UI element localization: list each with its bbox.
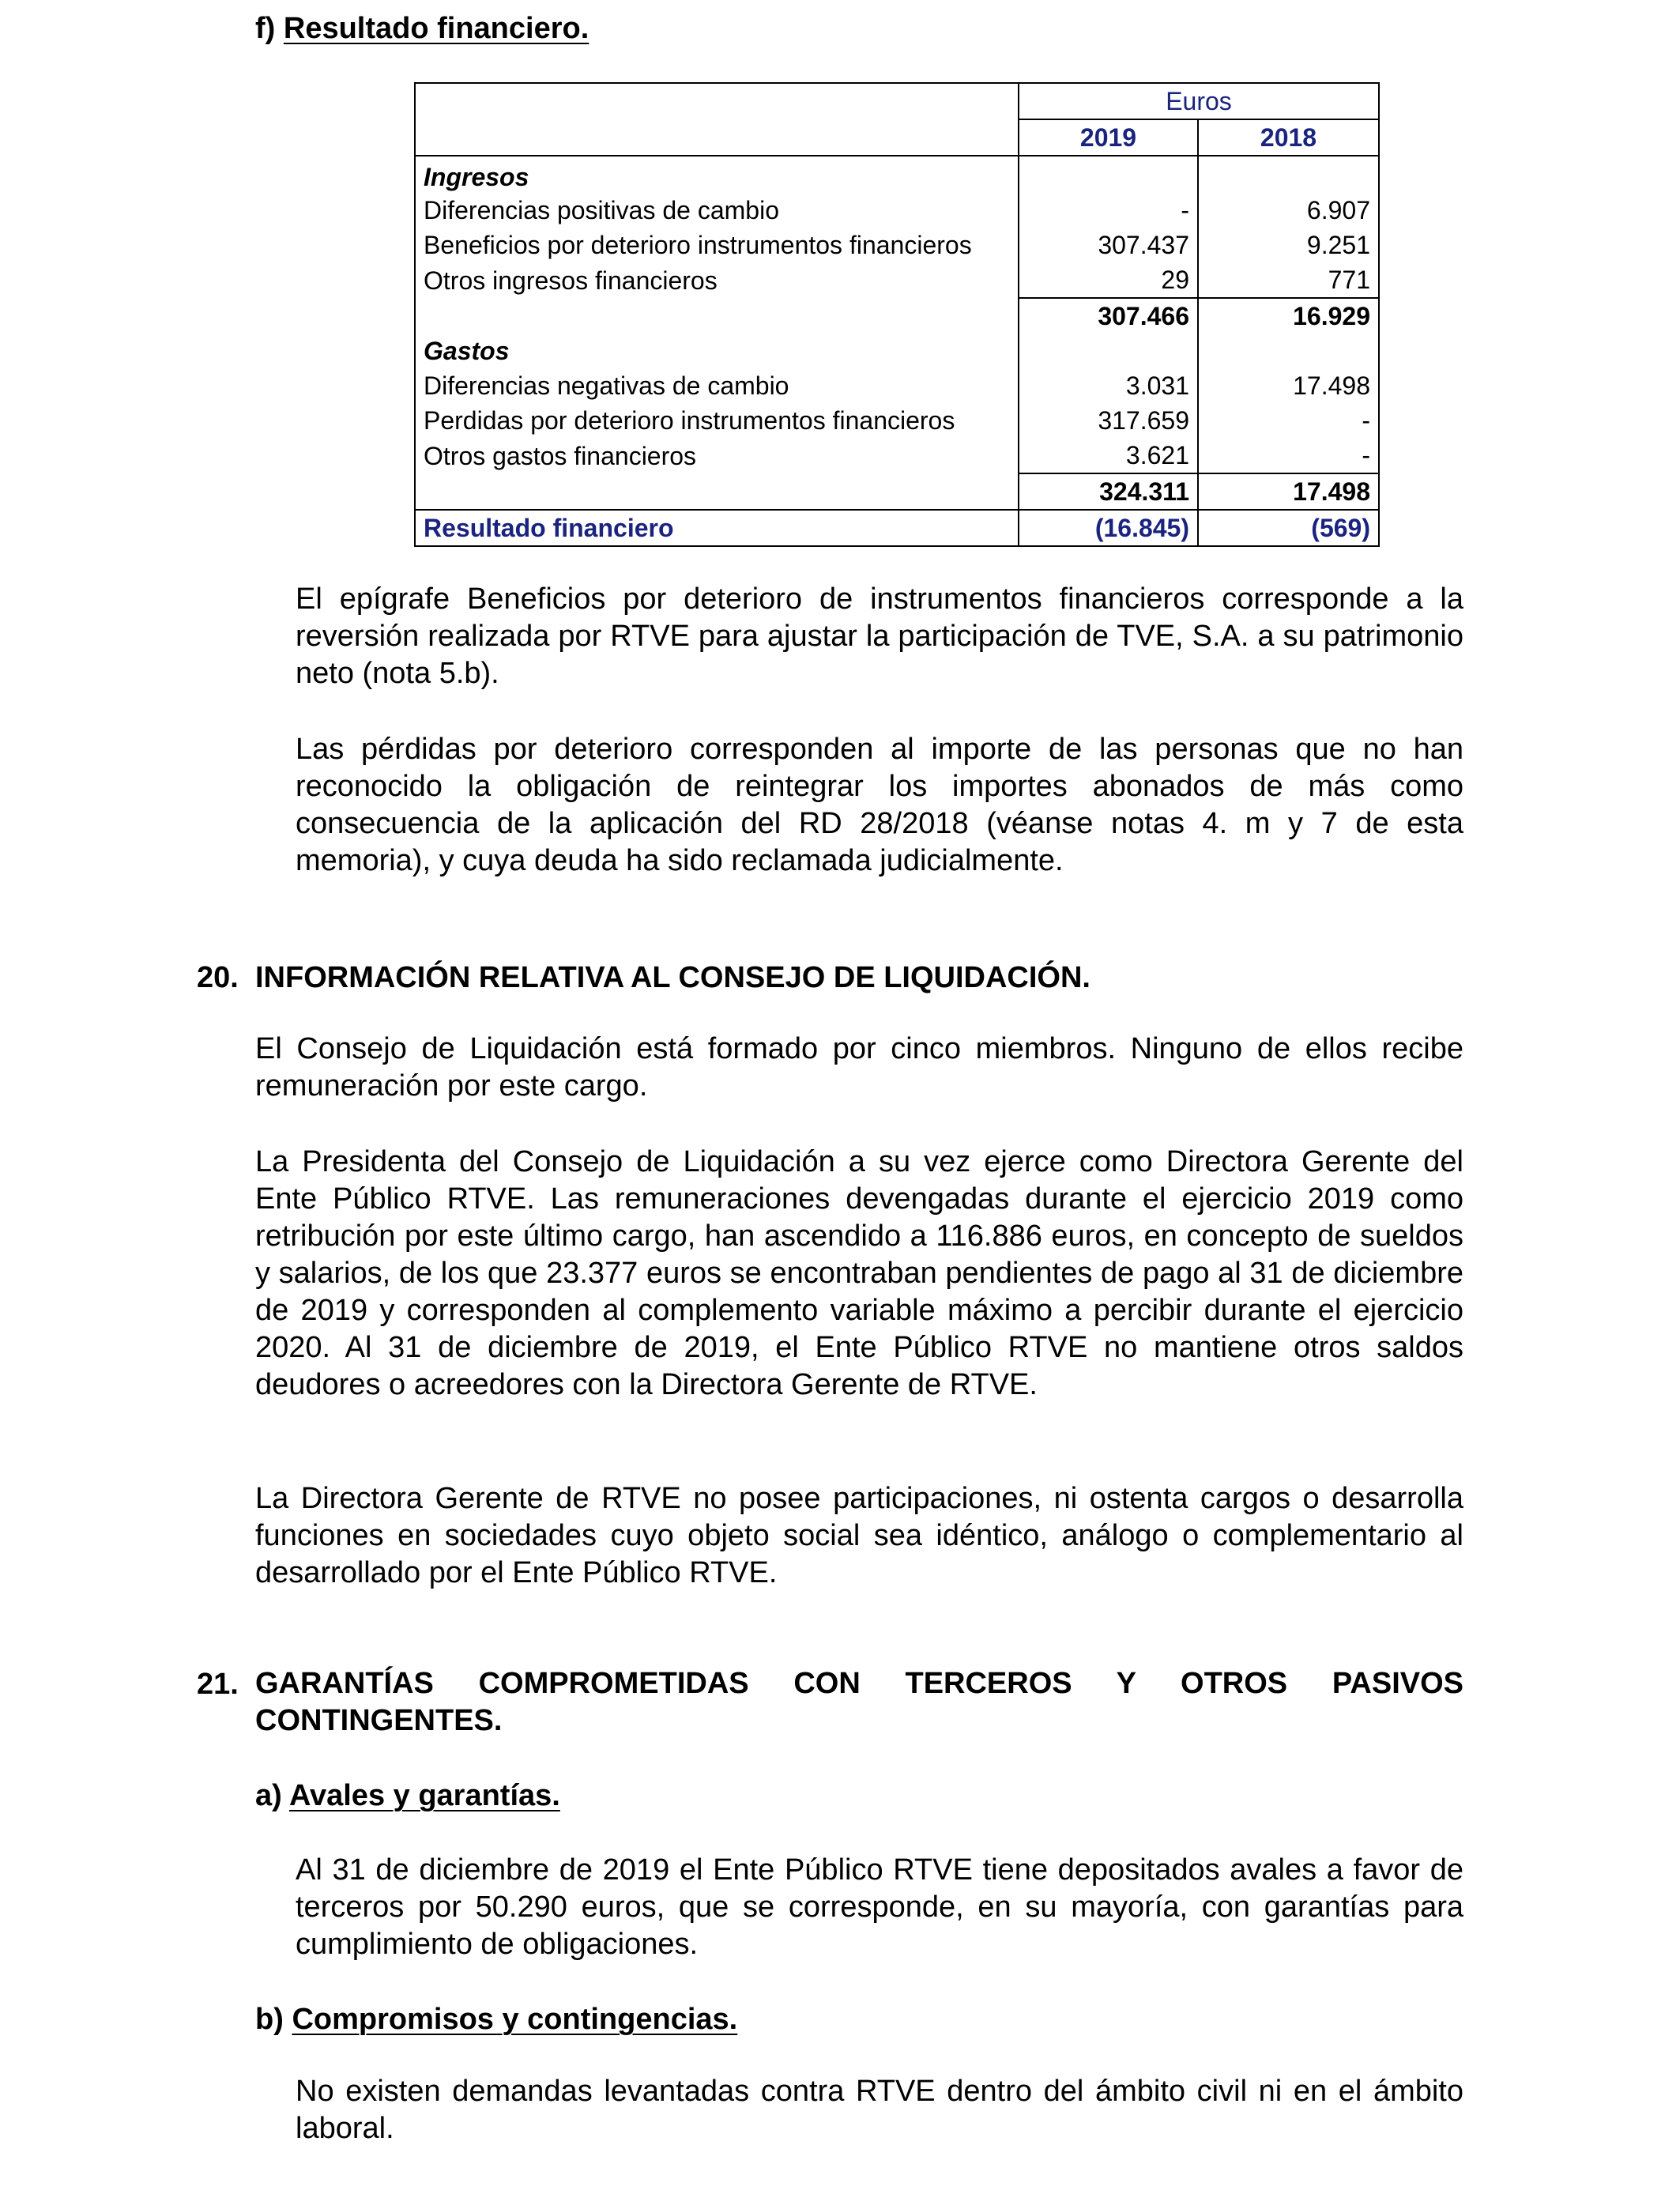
subsection-f-title: Resultado financiero. [283,12,590,45]
subsection-a-paragraph: Al 31 de diciembre de 2019 el Ente Público RTVE tiene depositados avales a favor de terceros por 50.290 euros, que se corresponde, en su mayoría, con garantías para cumplimiento de obligaciones. [296,1853,1463,1961]
gastos-label: Gastos [415,334,1019,368]
section-21-number: 21. [197,1668,239,1701]
result-label: Resultado financiero [415,510,1019,546]
subsection-a-prefix: a) [255,1779,282,1812]
section-20-paragraph-3: La Directora Gerente de RTVE no posee participaciones, ni ostenta cargos o desarrolla funciones en sociedades cuyo objeto social sea idéntico, análogo o complementario al desarrollado por el Ente Público RTVE. [255,1482,1463,1589]
year-header-2018: 2018 [1198,119,1379,156]
subsection-a-title: Avales y garantías. [288,1779,560,1812]
table-corner-cell [415,83,1019,119]
table-row: Otros ingresos financieros 29 771 [415,262,1379,298]
subsection-b-paragraph: No existen demandas levantadas contra RTVE dentro del ámbito civil ni en el ámbito laboral. [296,2075,1463,2145]
result-2019: (16.845) [1019,510,1198,546]
gastos-total-row: 324.311 17.498 [415,473,1379,510]
currency-header: Euros [1019,83,1379,119]
result-row [415,510,1379,546]
result-2018: (569) [1198,510,1379,546]
subsection-b-heading [255,2000,737,2038]
subsection-b-title: Compromisos y contingencias. [292,2003,738,2036]
section-20-title: INFORMACIÓN RELATIVA AL CONSEJO DE LIQUIDACIÓN. [255,961,1090,994]
table-row: Diferencias negativas de cambio 3.031 17.498 [415,368,1379,403]
subsection-b-prefix: b) [255,2003,284,2036]
table-row: Perdidas por deterioro instrumentos financieros 317.659 - [415,403,1379,438]
ingresos-total-row: 307.466 16.929 [415,298,1379,334]
subsection-f-heading [255,9,589,47]
year-header-2019: 2019 [1019,119,1198,156]
section-20-paragraph-1: El Consejo de Liquidación está formado por cinco miembros. Ninguno de ellos recibe remuneración por este cargo. [255,1032,1463,1103]
section-20-number: 20. [197,961,239,994]
section-21-title: GARANTÍAS COMPROMETIDAS CON TERCEROS Y OTROS PASIVOS CONTINGENTES. [255,1667,1463,1737]
table-row: Beneficios por deterioro instrumentos financieros 307.437 9.251 [415,228,1379,262]
table-row: Otros gastos financieros 3.621 - [415,438,1379,473]
section-20-paragraph-2: La Presidenta del Consejo de Liquidación a su vez ejerce como Directora Gerente del Ente Público RTVE. Las remuneraciones devengadas durante el ejercicio 2019 como retribución por este último cargo, han ascendido a 116.886 euros, en concepto de sueldos y salarios, de los que 23.377 euros se encontraban pendientes de pago al 31 de diciembre de 2019 y corresponden al complemento variable máximo a percibir durante el ejercicio 2020. Al 31 de diciembre de 2019, el Ente Público RTVE no mantiene otros saldos deudores o acreedores con la Directora Gerente de RTVE. [255,1145,1463,1401]
ingresos-label: Ingresos [415,156,1019,193]
financial-result-table [414,82,1380,547]
subsection-a-heading [255,1777,560,1815]
paragraph-f2: Las pérdidas por deterioro corresponden al importe de las personas que no han reconocido la obligación de reintegrar los importes abonados de más como consecuencia de la aplicación del RD 28/2018 (véanse notas 4. m y 7 de esta memoria), y cuya deuda ha sido reclamada judicialmente. [296,733,1463,877]
paragraph-f1: El epígrafe Beneficios por deterioro de instrumentos financieros corresponde a la reversión realizada por RTVE para ajustar la participación de TVE, S.A. a su patrimonio neto (nota 5.b). [296,582,1463,690]
table-row: Diferencias positivas de cambio - 6.907 [415,193,1379,228]
subsection-f-prefix: f) [255,12,276,45]
